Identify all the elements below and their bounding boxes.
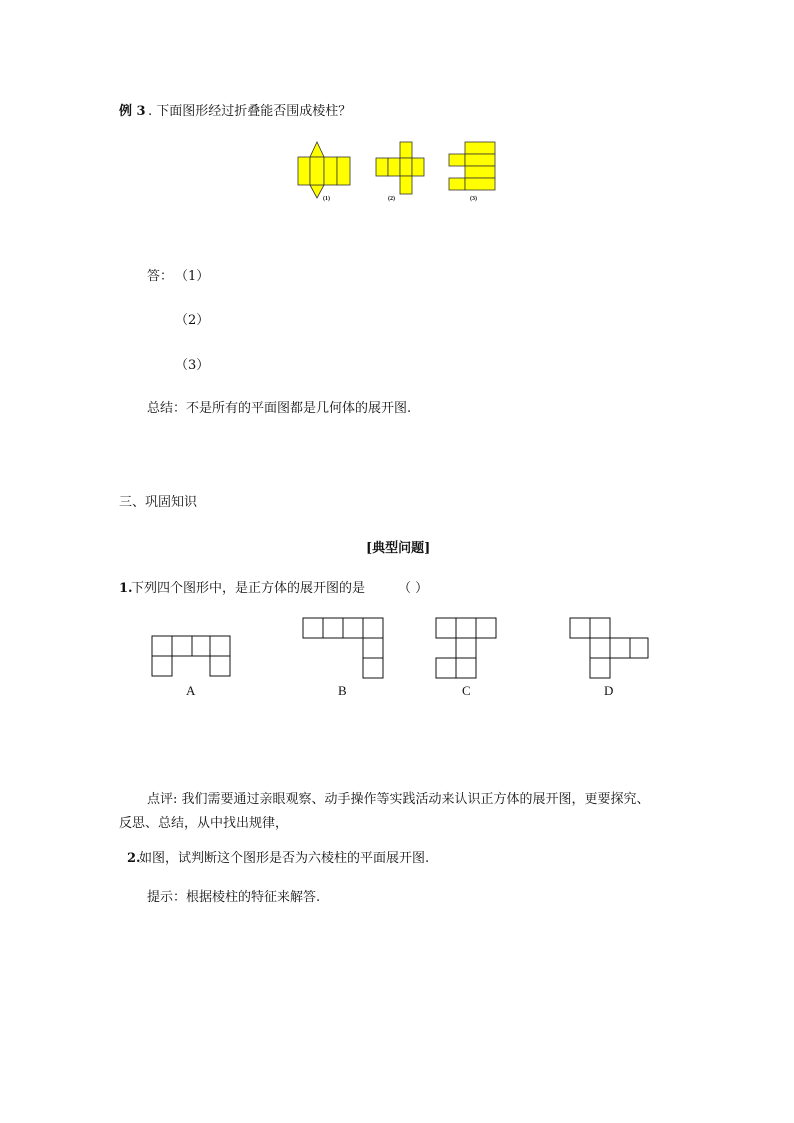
net-1-face xyxy=(298,157,310,185)
net-1-face xyxy=(337,157,350,185)
option-c-label: C xyxy=(462,683,471,698)
comment-line-2: 反思、总结，从中找出规律， xyxy=(119,816,289,831)
option-d-label: D xyxy=(604,683,614,698)
example-question: . 下面图形经过折叠能否围成棱柱？ xyxy=(148,104,352,119)
option-d-net xyxy=(568,616,652,680)
typical-heading: [典型问题] xyxy=(366,541,431,556)
net-2-face xyxy=(388,158,400,176)
summary-text: 总结：不是所有的平面图都是几何体的展开图. xyxy=(147,401,412,416)
net-3-face xyxy=(465,166,495,178)
q2-number: 2. xyxy=(127,851,141,866)
net-3-face xyxy=(465,142,495,154)
option-c-net xyxy=(434,616,500,680)
net-2-face xyxy=(412,158,424,176)
answer-item-1: （1） xyxy=(175,269,210,284)
net-1-face xyxy=(310,157,324,185)
figure-label-2: (2) xyxy=(388,196,395,202)
net-1-face xyxy=(324,157,337,185)
net-3-face xyxy=(465,178,495,190)
q1-number: 1. xyxy=(119,581,133,596)
option-a-net xyxy=(150,634,234,680)
net-2-face xyxy=(376,158,388,176)
q2-text: 如图，试判断这个图形是否为六棱柱的平面展开图. xyxy=(139,851,430,866)
option-b-net xyxy=(301,616,387,680)
section-title: 三、巩固知识 xyxy=(119,495,198,510)
q1-text: 下列四个图形中，是正方体的展开图的是 xyxy=(131,581,366,596)
net-1-bottom-triangle xyxy=(310,185,324,198)
figure-label-3: (3) xyxy=(470,196,477,202)
net-figure-3 xyxy=(447,140,501,196)
q1-blank: （ ） xyxy=(398,581,429,596)
option-b-label: B xyxy=(338,683,347,698)
net-2-face xyxy=(400,176,412,194)
answer-prefix: 答： xyxy=(147,269,174,284)
net-3-face xyxy=(449,154,465,166)
net-figure-2 xyxy=(374,140,428,204)
answer-item-3: （3） xyxy=(175,358,210,373)
figure-label-1: (1) xyxy=(323,196,330,202)
example-label: 例 3 xyxy=(119,104,146,119)
net-3-face xyxy=(449,178,465,190)
hint-text: 提示：根据棱柱的特征来解答. xyxy=(147,890,321,905)
net-3-face xyxy=(465,154,495,166)
answer-item-2: （2） xyxy=(175,313,210,328)
net-2-face xyxy=(400,142,412,158)
net-2-face xyxy=(400,158,412,176)
option-a-label: A xyxy=(186,683,196,698)
comment-line-1: 点评: 我们需要通过亲眼观察、动手操作等实践活动来认识正方体的展开图，更要探究、 xyxy=(147,792,650,807)
net-1-top-triangle xyxy=(310,142,324,157)
